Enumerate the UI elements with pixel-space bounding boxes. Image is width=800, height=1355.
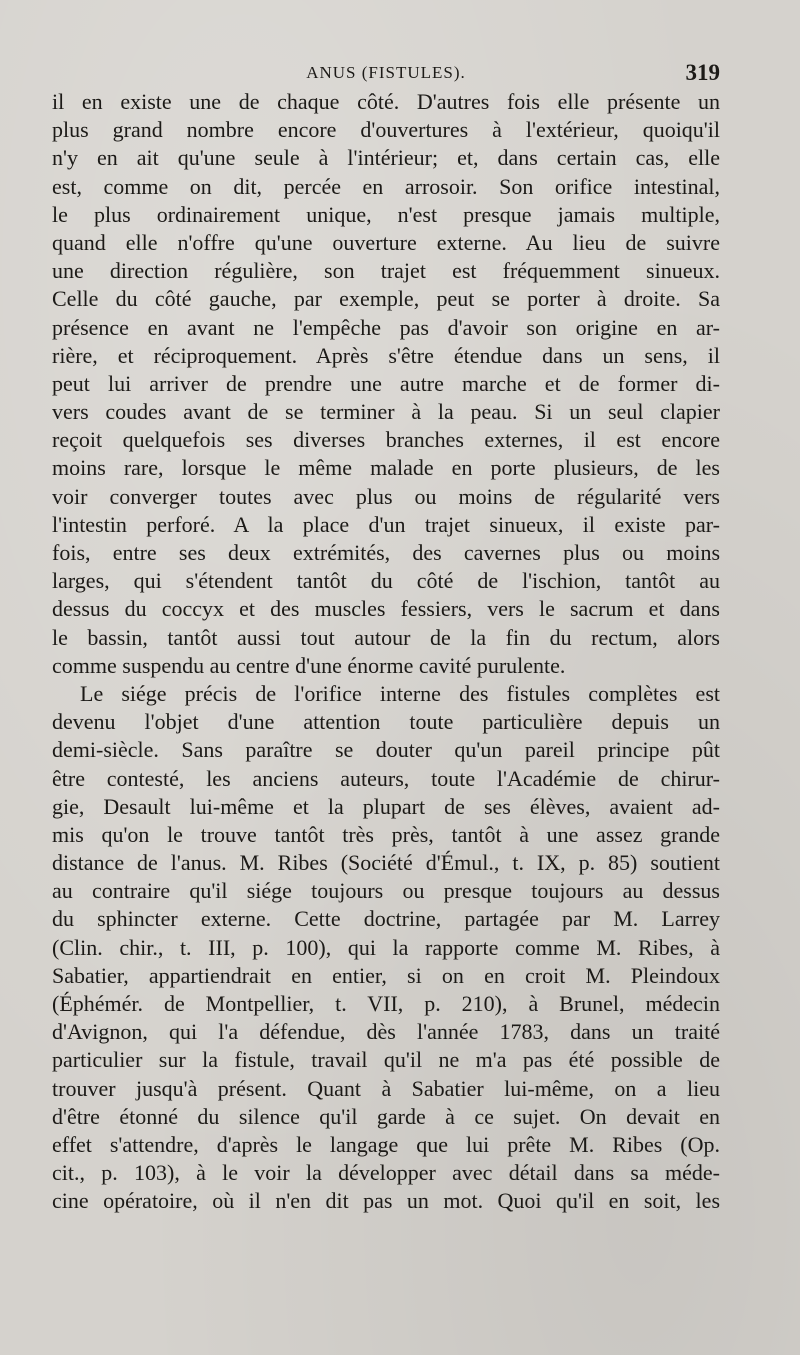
text-line: dessus du coccyx et des muscles fessiers, vers le sacrum et dans bbox=[52, 596, 720, 622]
text-line: d'être étonné du silence qu'il garde à ce sujet. On devait en bbox=[52, 1103, 720, 1129]
text-line: devenu l'objet d'une attention toute particulière depuis un bbox=[52, 709, 720, 735]
text-line: voir converger toutes avec plus ou moins de régularité vers bbox=[52, 483, 720, 509]
paragraph-start-line: Le siége précis de l'orifice interne des fistules complètes est bbox=[80, 680, 720, 706]
text-line: l'intestin perforé. A la place d'un trajet sinueux, il existe par- bbox=[52, 511, 720, 537]
text-line: au contraire qu'il siége toujours ou presque toujours au dessus bbox=[52, 878, 720, 904]
text-line: quand elle n'offre qu'une ouverture externe. Au lieu de suivre bbox=[52, 229, 720, 255]
text-line: larges, qui s'étendent tantôt du côté de l'ischion, tantôt au bbox=[52, 568, 720, 594]
text-line: cine opératoire, où il n'en dit pas un mot. Quoi qu'il en soit, les bbox=[52, 1188, 720, 1214]
text-line: il en existe une de chaque côté. D'autres fois elle présente un bbox=[52, 89, 720, 114]
text-line: du sphincter externe. Cette doctrine, partagée par M. Larrey bbox=[52, 906, 720, 932]
text-line: est, comme on dit, percée en arrosoir. Son orifice intestinal, bbox=[52, 173, 720, 199]
text-line: mis qu'on le trouve tantôt très près, tantôt à une assez grande bbox=[52, 821, 720, 847]
text-line: peut lui arriver de prendre une autre marche et de former di- bbox=[52, 370, 720, 396]
text-line: le bassin, tantôt aussi tout autour de la fin du rectum, alors bbox=[52, 624, 720, 650]
text-line: vers coudes avant de se terminer à la peau. Si un seul clapier bbox=[52, 399, 720, 425]
text-line: (Éphémér. de Montpellier, t. VII, p. 210), à Brunel, médecin bbox=[52, 991, 720, 1016]
text-line: n'y en ait qu'une seule à l'intérieur; et, dans certain cas, elle bbox=[52, 145, 720, 171]
text-line: gie, Desault lui-même et la plupart de ses élèves, avaient ad- bbox=[52, 793, 720, 819]
text-line: rière, et réciproquement. Après s'être étendue dans un sens, il bbox=[52, 342, 720, 368]
text-line: le plus ordinairement unique, n'est presque jamais multiple, bbox=[52, 201, 720, 227]
text-line: trouver jusqu'à présent. Quant à Sabatier lui-même, on a lieu bbox=[52, 1075, 720, 1101]
text-line: effet s'attendre, d'après le langage que lui prête M. Ribes (Op. bbox=[52, 1131, 720, 1157]
paragraph-end-line: comme suspendu au centre d'une énorme cavité purulente. bbox=[52, 652, 566, 678]
text-line: distance de l'anus. M. Ribes (Société d'Émul., t. IX, p. 85) soutient bbox=[52, 850, 720, 876]
text-line: moins rare, lorsque le même malade en porte plusieurs, de les bbox=[52, 455, 720, 481]
running-title: ANUS (FISTULES). bbox=[306, 63, 466, 82]
text-line: reçoit quelquefois ses diverses branches externes, il est encore bbox=[52, 427, 720, 453]
text-line: Celle du côté gauche, par exemple, peut se porter à droite. Sa bbox=[52, 286, 720, 312]
text-line: cit., p. 103), à le voir la développer avec détail dans sa méde- bbox=[52, 1160, 720, 1186]
text-line: fois, entre ses deux extrémités, des cavernes plus ou moins bbox=[52, 540, 720, 565]
body-text bbox=[52, 88, 720, 1216]
text-line: présence en avant ne l'empêche pas d'avoir son origine en ar- bbox=[52, 314, 720, 340]
text-line: être contesté, les anciens auteurs, toute l'Académie de chirur- bbox=[52, 765, 720, 791]
text-line: d'Avignon, qui l'a défendue, dès l'année 1783, dans un traité bbox=[52, 1019, 720, 1045]
text-line: demi-siècle. Sans paraître se douter qu'un pareil principe pût bbox=[52, 737, 720, 763]
running-head bbox=[52, 58, 720, 88]
text-line: plus grand nombre encore d'ouvertures à l'extérieur, quoiqu'il bbox=[52, 117, 720, 143]
text-line: particulier sur la fistule, travail qu'il ne m'a pas été possible de bbox=[52, 1047, 720, 1073]
page-number: 319 bbox=[685, 60, 720, 85]
text-line: une direction régulière, son trajet est fréquemment sinueux. bbox=[52, 258, 720, 284]
text-line: (Clin. chir., t. III, p. 100), qui la rapporte comme M. Ribes, à bbox=[52, 934, 720, 960]
text-line: Sabatier, appartiendrait en entier, si on en croit M. Pleindoux bbox=[52, 962, 720, 988]
